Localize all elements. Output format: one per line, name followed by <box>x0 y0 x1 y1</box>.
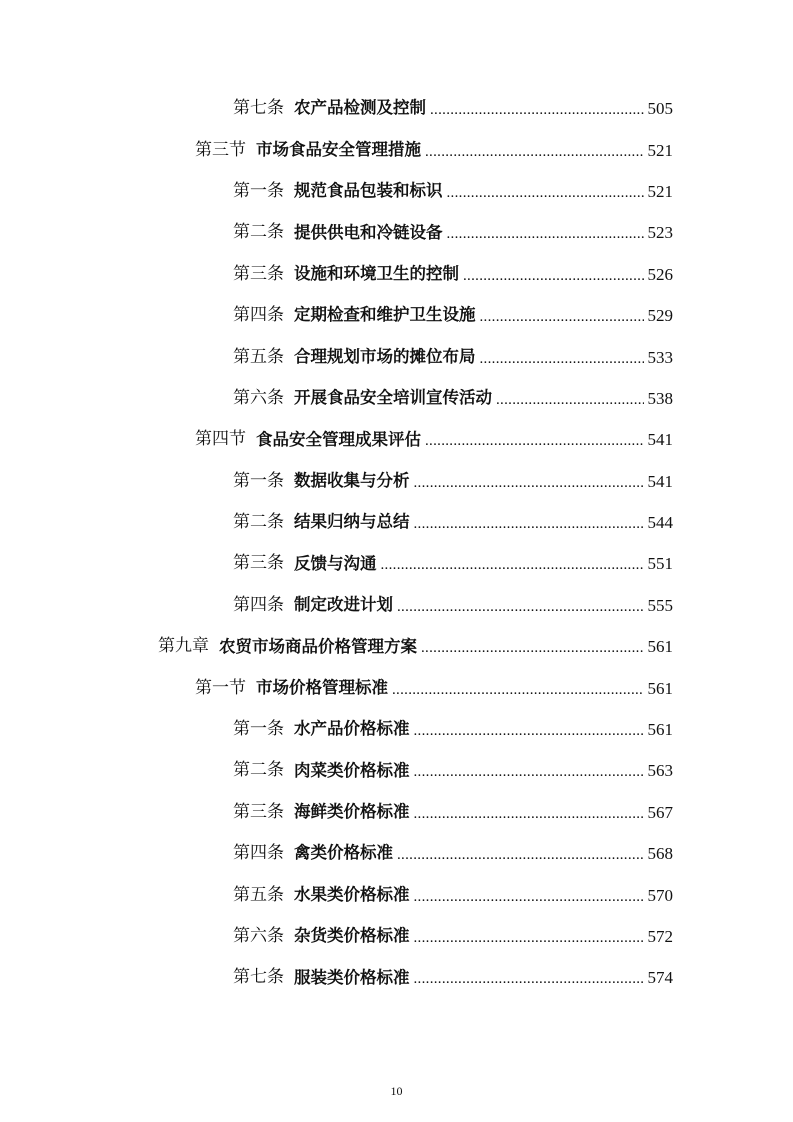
dot-leader <box>414 476 645 491</box>
toc-entry[interactable] <box>0 336 793 377</box>
toc-entry[interactable] <box>0 626 793 667</box>
toc-entry-page: 521 <box>647 140 673 160</box>
dot-leader <box>414 807 645 822</box>
toc-entry-title: 市场价格管理标准 <box>256 677 388 697</box>
toc-entry-number: 第三节 <box>195 139 246 160</box>
toc-entry-page: 541 <box>647 430 673 450</box>
toc-entry-page: 570 <box>647 885 673 905</box>
dot-leader <box>414 931 645 946</box>
toc-entry-number: 第三条 <box>233 553 284 574</box>
toc-entry-page: 561 <box>647 637 673 657</box>
toc-entry-page: 561 <box>647 678 673 698</box>
toc-entry-number: 第一条 <box>233 719 284 740</box>
dot-leader <box>425 145 644 160</box>
toc-entry-page: 523 <box>647 223 673 243</box>
toc-entry-title: 市场食品安全管理措施 <box>256 139 421 159</box>
toc-entry[interactable] <box>0 833 793 874</box>
toc-entry-number: 第九章 <box>158 636 209 657</box>
dot-leader <box>397 848 644 863</box>
toc-entry-title: 制定改进计划 <box>294 595 393 615</box>
dot-leader <box>414 890 645 905</box>
toc-entry-page: 533 <box>647 347 673 367</box>
toc-entry-title: 定期检查和维护卫生设施 <box>294 305 476 325</box>
toc-entry-page: 563 <box>647 761 673 781</box>
toc-entry-page: 541 <box>647 471 673 491</box>
toc-entry-title: 杂货类价格标准 <box>294 926 410 946</box>
dot-leader <box>414 517 645 532</box>
toc-entry-number: 第七条 <box>233 967 284 988</box>
dot-leader <box>463 269 644 284</box>
dot-leader <box>414 724 645 739</box>
toc-entry-number: 第三条 <box>233 263 284 284</box>
toc-entry-title: 海鲜类价格标准 <box>294 802 410 822</box>
page-number: 10 <box>390 1084 403 1098</box>
toc-entry-title: 反馈与沟通 <box>294 553 377 573</box>
toc-entry-page: 572 <box>647 927 673 946</box>
toc-entry-number: 第四条 <box>233 305 284 326</box>
toc-entry-number: 第二条 <box>233 222 284 243</box>
toc-entry[interactable] <box>0 212 793 253</box>
table-of-contents <box>0 88 793 999</box>
toc-entry-page: 555 <box>647 595 673 615</box>
toc-entry-number: 第七条 <box>233 98 284 119</box>
toc-entry[interactable] <box>0 874 793 915</box>
toc-entry-title: 服装类价格标准 <box>294 967 410 987</box>
toc-entry-page: 544 <box>647 513 673 533</box>
toc-entry-title: 合理规划市场的摊位布局 <box>294 346 476 366</box>
toc-entry-title: 肉菜类价格标准 <box>294 760 410 780</box>
toc-entry-title: 食品安全管理成果评估 <box>256 429 421 449</box>
dot-leader <box>496 393 644 408</box>
toc-entry-number: 第一节 <box>195 677 246 698</box>
toc-entry[interactable] <box>0 792 793 833</box>
toc-entry-title: 提供供电和冷链设备 <box>294 222 443 242</box>
toc-entry-title: 禽类价格标准 <box>294 843 393 863</box>
toc-entry[interactable] <box>0 171 793 212</box>
toc-entry-number: 第五条 <box>233 346 284 367</box>
toc-entry-title: 结果归纳与总结 <box>294 512 410 532</box>
toc-entry-number: 第二条 <box>233 512 284 533</box>
toc-entry-page: 574 <box>647 968 673 988</box>
toc-entry[interactable] <box>0 916 793 957</box>
toc-entry[interactable] <box>0 957 793 998</box>
dot-leader <box>397 600 644 615</box>
toc-entry[interactable] <box>0 585 793 626</box>
toc-entry[interactable] <box>0 419 793 460</box>
toc-entry-number: 第五条 <box>233 884 284 905</box>
toc-entry-title: 农贸市场商品价格管理方案 <box>219 636 417 656</box>
toc-entry[interactable] <box>0 461 793 502</box>
dot-leader <box>381 558 645 573</box>
toc-entry-number: 第六条 <box>233 926 284 946</box>
toc-entry-page: 526 <box>647 264 673 284</box>
toc-entry-number: 第四节 <box>195 429 246 450</box>
toc-entry-title: 水产品价格标准 <box>294 719 410 739</box>
dot-leader <box>447 186 645 201</box>
dot-leader <box>430 103 644 118</box>
toc-entry-title: 规范食品包装和标识 <box>294 181 443 201</box>
toc-entry-title: 农产品检测及控制 <box>294 98 426 118</box>
toc-entry[interactable] <box>0 254 793 295</box>
dot-leader <box>414 972 645 987</box>
toc-entry-page: 505 <box>647 99 673 119</box>
toc-entry[interactable] <box>0 129 793 170</box>
dot-leader <box>425 434 644 449</box>
toc-entry-title: 设施和环境卫生的控制 <box>294 264 459 283</box>
toc-entry-number: 第六条 <box>233 387 284 408</box>
toc-entry-page: 538 <box>647 388 673 408</box>
toc-entry-number: 第三条 <box>233 801 284 822</box>
toc-entry-title: 开展食品安全培训宣传活动 <box>294 388 492 408</box>
toc-entry-page: 567 <box>647 802 673 822</box>
toc-entry[interactable] <box>0 295 793 336</box>
dot-leader <box>414 765 645 780</box>
toc-entry[interactable] <box>0 378 793 419</box>
toc-entry-page: 551 <box>647 554 673 574</box>
toc-entry[interactable] <box>0 543 793 584</box>
dot-leader <box>392 683 644 698</box>
toc-entry-number: 第二条 <box>233 760 284 781</box>
toc-entry-number: 第一条 <box>233 470 284 491</box>
toc-entry-page: 561 <box>647 720 673 740</box>
dot-leader <box>480 352 645 367</box>
toc-entry[interactable] <box>0 750 793 791</box>
toc-entry-number: 第四条 <box>233 594 284 615</box>
toc-entry-page: 529 <box>647 306 673 326</box>
toc-entry[interactable] <box>0 667 793 708</box>
toc-entry-page: 521 <box>647 181 673 201</box>
toc-entry-title: 水果类价格标准 <box>294 884 410 904</box>
toc-entry-number: 第一条 <box>233 180 284 201</box>
toc-entry-number: 第四条 <box>233 843 284 864</box>
toc-entry[interactable] <box>0 88 793 129</box>
dot-leader <box>480 310 645 325</box>
toc-entry[interactable] <box>0 709 793 750</box>
toc-entry[interactable] <box>0 502 793 543</box>
dot-leader <box>421 641 644 656</box>
toc-entry-page: 568 <box>647 844 673 864</box>
dot-leader <box>447 227 645 242</box>
toc-entry-title: 数据收集与分析 <box>294 470 410 490</box>
